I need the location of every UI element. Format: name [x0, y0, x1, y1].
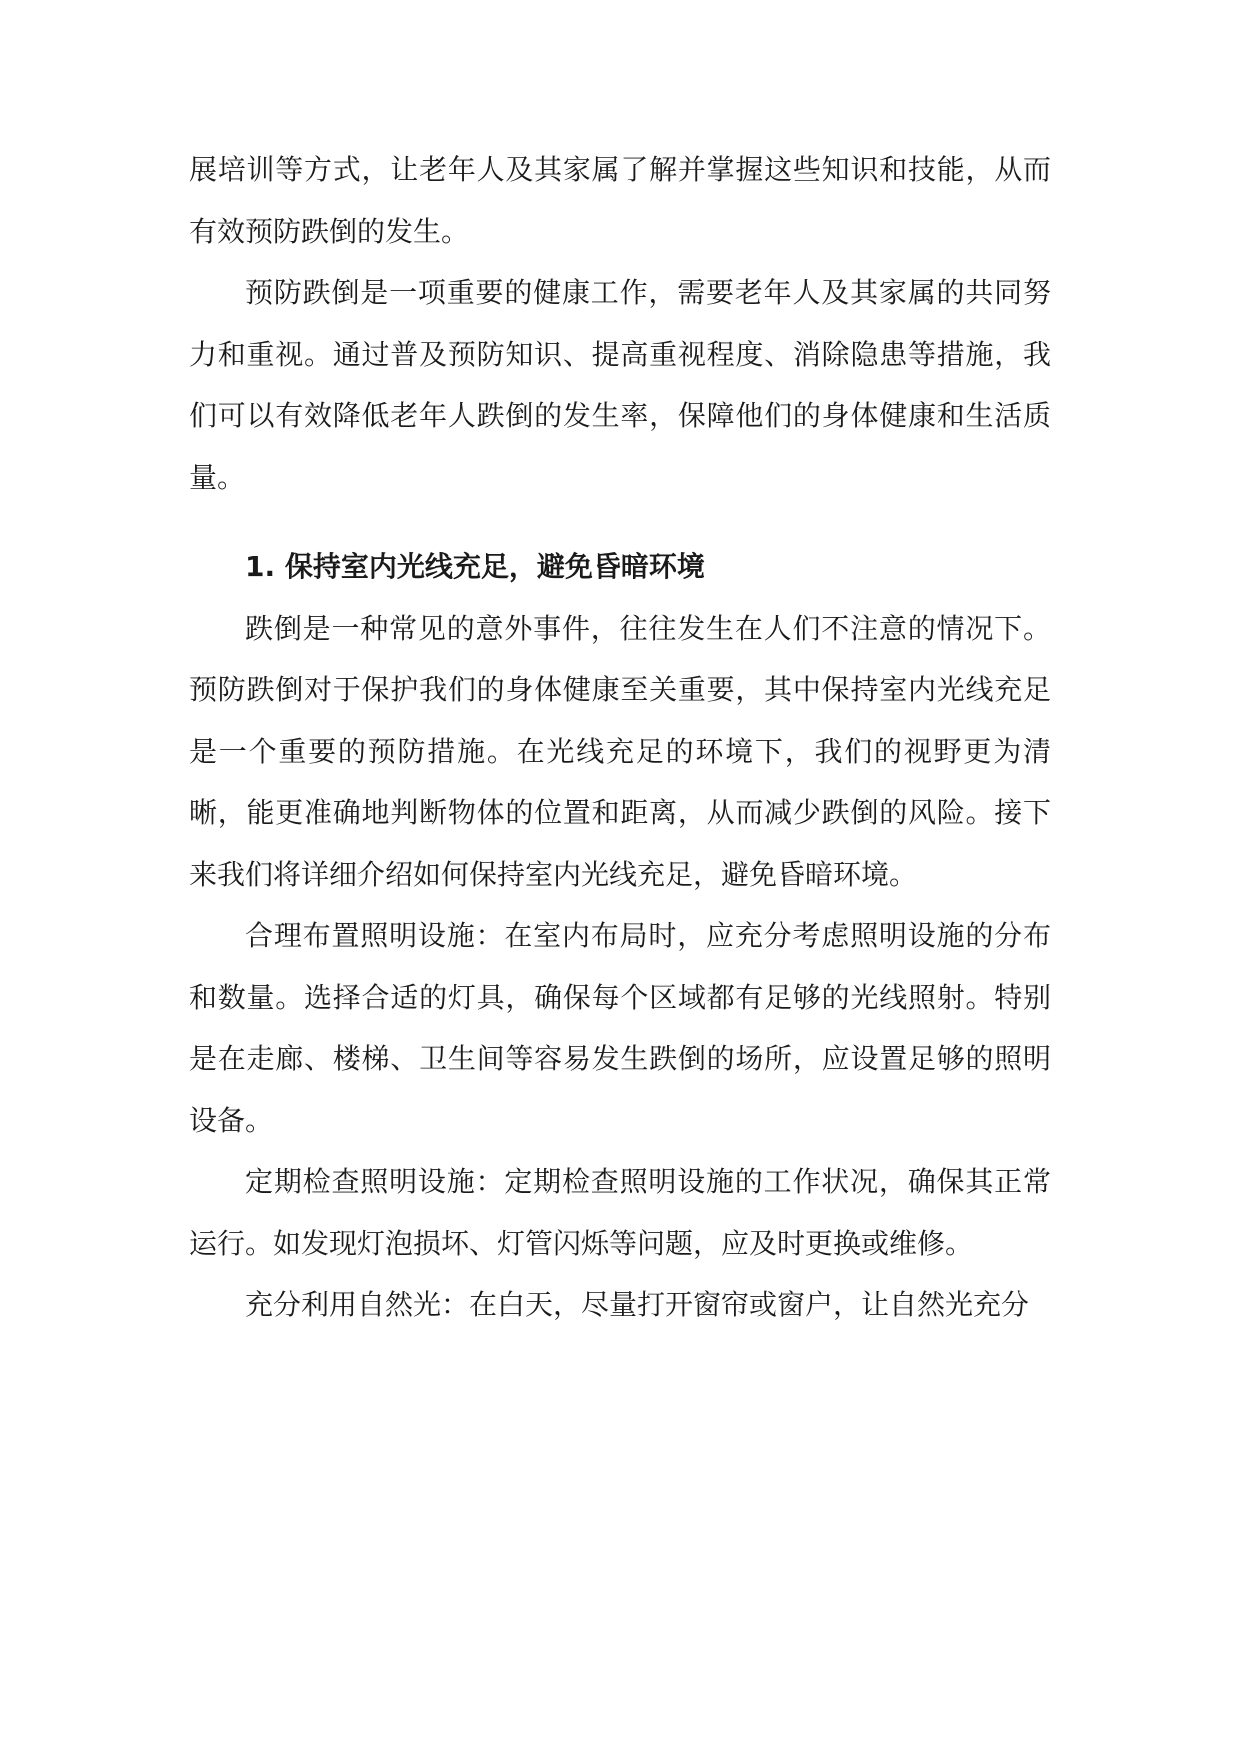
spacer — [189, 508, 1051, 536]
paragraph-summary: 预防跌倒是一项重要的健康工作，需要老年人及其家属的共同努力和重视。通过普及预防知识、提高重视程度、消除隐患等措施，我们可以有效降低老年人跌倒的发生率，保障他们的身体健康和生活质量。 — [189, 276, 1051, 494]
paragraph-natural-light: 充分利用自然光：在白天，尽量打开窗帘或窗户，让自然光充分 — [245, 1288, 1030, 1321]
paragraph-lighting-layout: 合理布置照明设施：在室内布局时，应充分考虑照明设施的分布和数量。选择合适的灯具，确保每个区域都有足够的光线照射。特别是在走廊、楼梯、卫生间等容易发生跌倒的场所，应设置足够的照明设备。 — [189, 919, 1051, 1137]
section-heading: 1. 保持室内光线充足，避免昏暗环境 — [245, 550, 705, 583]
paragraph-lighting-check: 定期检查照明设施：定期检查照明设施的工作状况，确保其正常运行。如发现灯泡损坏、灯管闪烁等问题，应及时更换或维修。 — [189, 1165, 1051, 1260]
paragraph-training: 展培训等方式，让老年人及其家属了解并掌握这些知识和技能，从而有效预防跌倒的发生。 — [189, 153, 1051, 248]
document-body — [189, 139, 1051, 1336]
paragraph-intro: 跌倒是一种常见的意外事件，往往发生在人们不注意的情况下。预防跌倒对于保护我们的身体健康至关重要，其中保持室内光线充足是一个重要的预防措施。在光线充足的环境下，我们的视野更为清晰，能更准确地判断物体的位置和距离，从而减少跌倒的风险。接下来我们将详细介绍如何保持室内光线充足，避免昏暗环境。 — [189, 611, 1051, 891]
